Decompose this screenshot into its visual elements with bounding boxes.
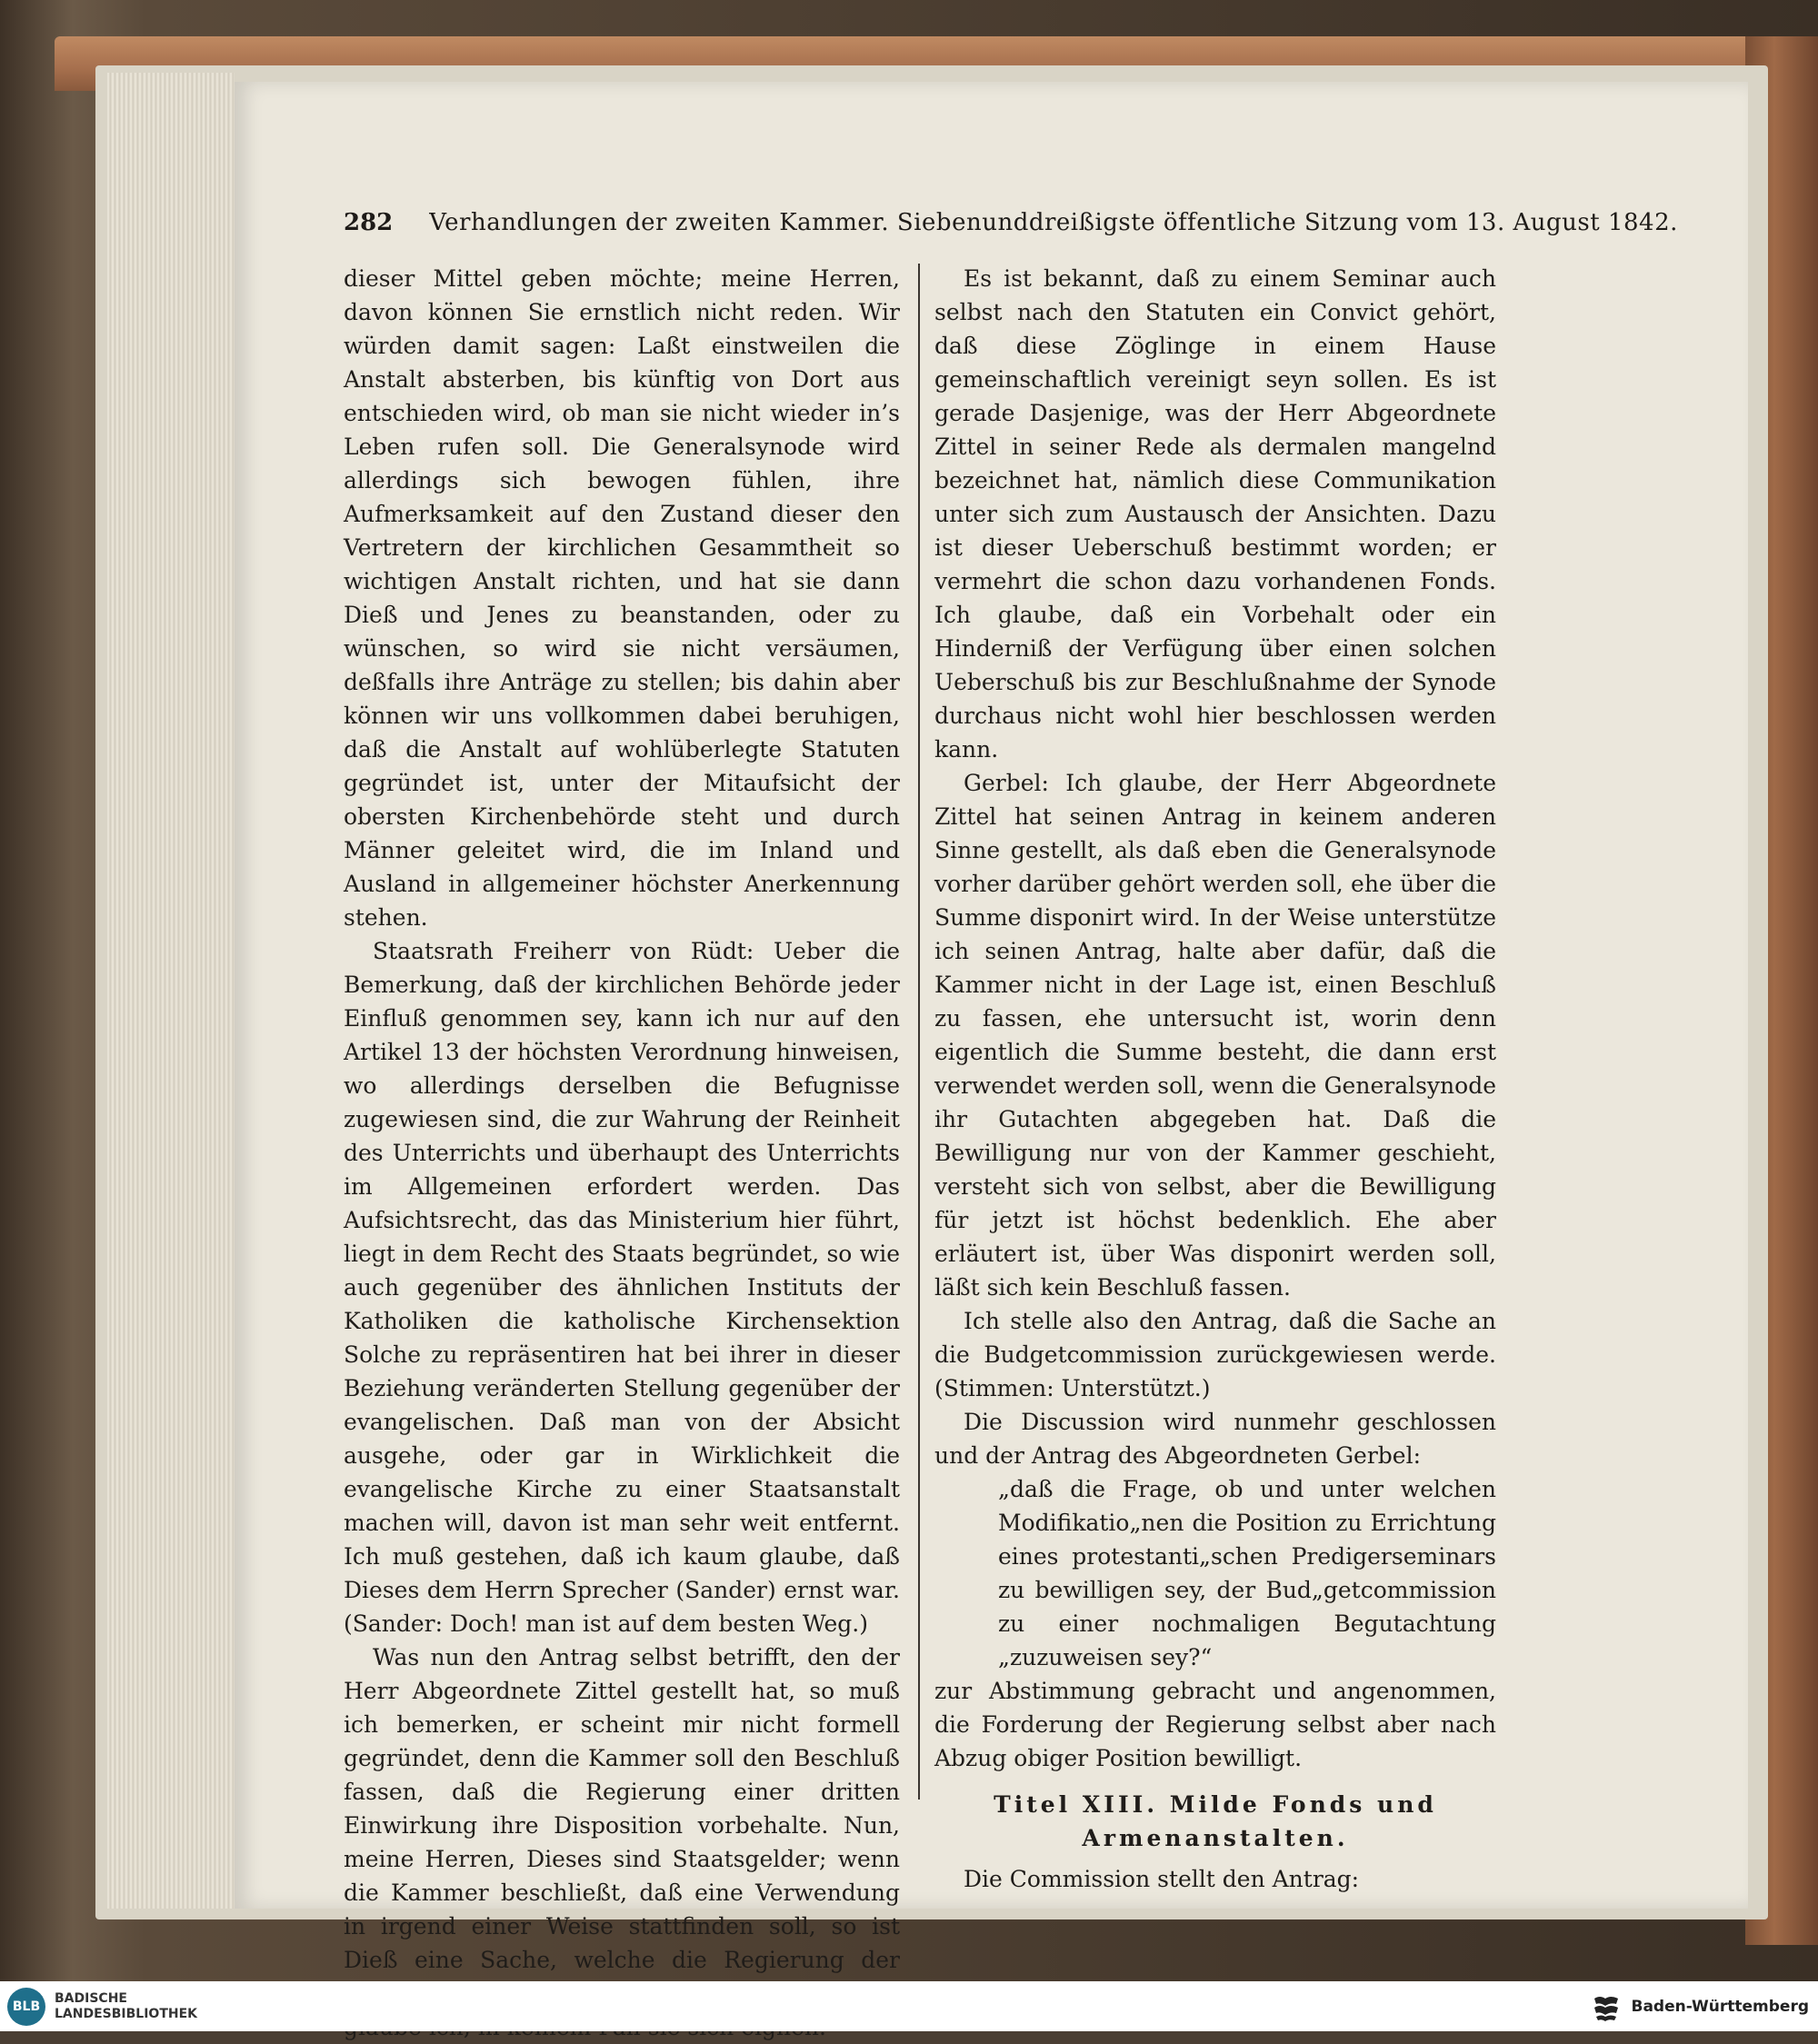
paragraph: Gerbel: Ich glaube, der Herr Abgeordnete Zittel hat seinen Antrag in keinem anderen Sinne gestellt, als daß eben die Generalsynode vorher darüber gehört werden soll, ehe über die Summe disponirt wird. In der Weise unterstütze ich seinen Antrag, halte aber dafür, daß die Kammer nicht in der Lage ist, einen Beschluß zu fassen, ehe untersucht ist, worin denn eigentlich die Summe besteht, die dann erst verwendet werden soll, wenn die Generalsynode ihr Gutachten abgegeben hat. Daß die Bewilligung nur von der Kammer geschieht, versteht sich von selbst, aber die Bewilligung für jetzt ist höchst bedenklich. Ehe aber erläutert ist, über Was disponirt werden soll, läßt sich kein Beschluß fassen. — [934, 770, 1496, 1301]
paragraph: Ich stelle also den Antrag, daß die Sache an die Budgetcommission zurückgewiesen werde. (Stimmen: Unterstützt.) — [934, 1308, 1496, 1401]
blb-line1: BADISCHE — [55, 1990, 127, 2006]
bw-label: Baden-Württemberg — [1631, 1997, 1809, 2016]
bw-logo[interactable] — [1591, 1991, 1809, 2022]
paragraph: Staatsrath Freiherr von Rüdt: Ueber die Bemerkung, daß der kirchlichen Behörde jeder Einfluß genommen sey, kann ich nur auf den Artikel 13 der höchsten Verordnung hinweisen, wo allerdings derselben die Befugnisse zugewiesen sind, die zur Wahrung der Reinheit des Unterrichts und überhaupt des Unterrichts im Allgemeinen erfordert werden. Das Aufsichtsrecht, das das Ministerium hier führt, liegt in dem Recht des Staats begründet, so wie auch gegenüber des ähnlichen Instituts der Katholiken die katholische Kirchensektion Solche zu repräsentiren hat bei ihrer in dieser Beziehung veränderten Stellung gegenüber der evangelischen. Daß man von der Absicht ausgehe, oder gar in Wirklichkeit die evangelische Kirche zu einer Staatsanstalt machen will, davon ist man sehr weit entfernt. Ich muß gestehen, daß ich kaum glaube, daß Dieses dem Herrn Sprecher (Sander) ernst war. (Sander: Doch! man ist auf dem besten Weg.) — [344, 938, 900, 1637]
paragraph: Es ist bekannt, daß zu einem Seminar auch selbst nach den Statuten ein Convict gehört, daß diese Zöglinge in einem Hause gemeinschaftlich vereinigt seyn sollen. Es ist gerade Dasjenige, was der Herr Abgeordnete Zittel in seiner Rede als dermalen mangelnd bezeichnet hat, nämlich diese Communikation unter sich zum Austausch der Ansichten. Dazu ist dieser Ueberschuß bestimmt worden; er vermehrt die schon dazu vorhandenen Fonds. Ich glaube, daß ein Vorbehalt oder ein Hinderniß der Verfügung über einen solchen Ueberschuß bis zur Beschlußnahme der Synode durchaus nicht wohl hier beschlossen werden kann. — [934, 265, 1496, 763]
section-heading: Titel XIII. Milde Fonds und Armenanstalten. — [994, 1791, 1437, 1851]
paragraph: dieser Mittel geben möchte; meine Herren, davon können Sie ernstlich nicht reden. Wir würden damit sagen: Laßt einstweilen die Anstalt absterben, bis künftig von Dort aus entschieden wird, ob man sie nicht wieder in’s Leben rufen soll. Die Generalsynode wird allerdings sich bewogen fühlen, ihre Aufmerksamkeit auf den Zustand dieser den Vertretern der kirchlichen Gesammtheit so wichtigen Anstalt richten, und hat sie dann Dieß und Jenes zu beanstanden, oder zu wünschen, so wird sie nicht versäumen, deßfalls ihre Anträge zu stellen; bis dahin aber können wir uns vollkommen dabei beruhigen, daß die Anstalt auf wohlüberlegte Statuten gegründet ist, unter der Mitaufsicht der obersten Kirchenbehörde steht und durch Männer geleitet wird, die im Inland und Ausland in allgemeiner höchster Anerkennung stehen. — [344, 265, 900, 931]
running-head — [344, 209, 1678, 245]
blb-logo[interactable] — [7, 1988, 197, 2026]
right-column — [934, 262, 1496, 1896]
page-stack-left — [107, 73, 235, 1909]
page-number: 282 — [344, 209, 394, 236]
lion-emblem-icon — [1591, 1991, 1622, 2022]
book-page — [235, 82, 1748, 1973]
paragraph: Was nun den Antrag selbst betrifft, den der Herr Abgeordnete Zittel gestellt hat, so muß ich bemerken, er scheint mir nicht formell gegründet, denn die Kammer soll den Beschluß fassen, daß die Regierung einer dritten Einwirkung ihre Disposition vorbehalte. Nun, meine Herren, Dieses sind Staatsgelder; wenn die Kammer beschließt, daß eine Verwendung in irgend einer Weise stattfinden soll, so ist Dieß eine Sache, welche die Regierung der — [344, 1644, 900, 1973]
quoted-motion: „daß die Frage, ob und unter welchen Modifikatio„nen die Position zu Errichtung eines protestanti„schen Predigerseminars zu bewilligen sey, der Bud„getcommission zu einer nochmaligen Begutachtung „zuzuweisen sey?“ — [998, 1476, 1496, 1670]
running-title: Verhandlungen der zweiten Kammer. Siebenunddreißigste öffentliche Sitzung vom 13. August 1842. — [429, 209, 1678, 236]
left-column — [344, 262, 900, 2044]
paragraph: zur Abstimmung gebracht und angenommen, die Forderung der Regierung selbst aber nach Abzug obiger Position bewilligt. — [934, 1678, 1496, 1771]
column-divider — [918, 264, 920, 1800]
blb-badge-icon: BLB — [7, 1988, 45, 2026]
blb-label — [55, 1991, 197, 2022]
blb-line2: LANDESBIBLIOTHEK — [55, 2006, 198, 2021]
footer-bar — [0, 1981, 1818, 2031]
paragraph: Die Discussion wird nunmehr geschlossen und der Antrag des Abgeordneten Gerbel: — [934, 1409, 1496, 1469]
paragraph: Die Commission stellt den Antrag: — [964, 1866, 1360, 1892]
